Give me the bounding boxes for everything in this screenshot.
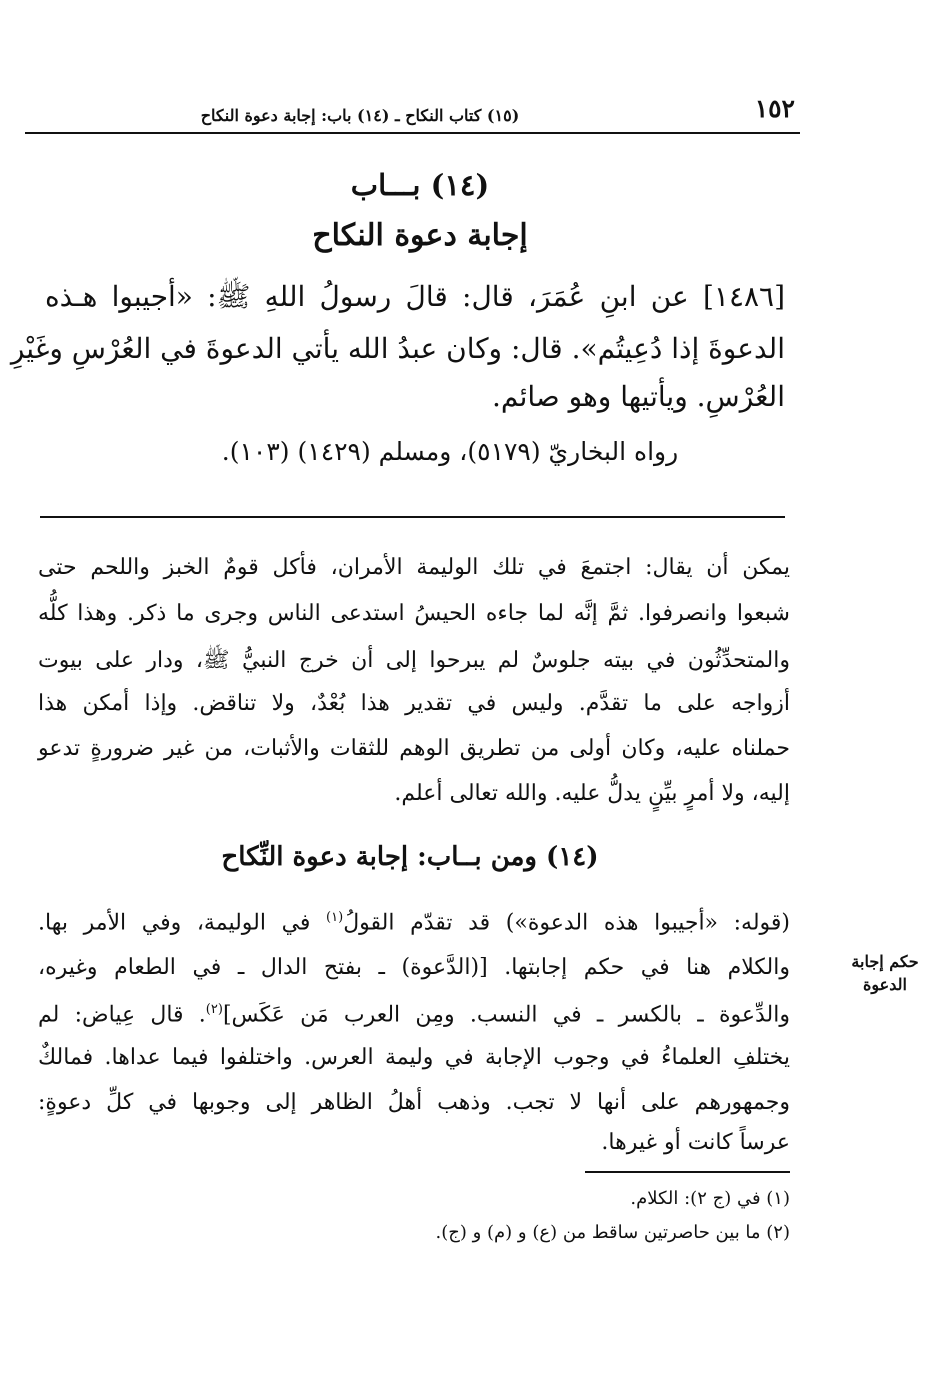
commentary-text: في الوليمة، وفي الأمر بها. (38, 910, 327, 936)
commentary-line: حملناه عليه، وكان أولى من تطريق الوهم للثقات والأثبات، من غير ضرورةٍ تدعو (38, 736, 790, 761)
footnote: (١) في (ج ٢): الكلام. (630, 1188, 790, 1209)
commentary-text: والدِّعوة ـ بالكسر ـ في النسب. ومِن العرب مَن عَكَس] (222, 1002, 790, 1028)
commentary-line: عرساً كانت أو غيرها. (601, 1130, 790, 1155)
hadith-line: العُرْسِ. ويأتيها وهو صائم. (492, 380, 785, 413)
chapter-title: إجابة دعوة النكاح (312, 218, 528, 253)
footnote: (٢) ما بين حاصرتين ساقط من (ع) و (م) و (ج). (435, 1222, 790, 1243)
margin-note (850, 950, 920, 996)
commentary-line: وجمهورهم على أنها لا تجب. وذهب أهلُ الظاهر إلى وجوبها في كلِّ دعوةٍ: (38, 1090, 790, 1115)
commentary-line: والكلام هنا في حكم إجابتها. [(الدَّعوة) ـ بفتح الدال ـ في الطعام وغيره، (38, 955, 790, 980)
commentary-line: شبعوا وانصرفوا. ثمَّ إنَّه لما جاءه الحيسُ استدعى الناس وجرى ما ذكر. وهذا كلُّه (38, 601, 790, 626)
commentary-text: (قوله: «أجيبوا هذه الدعوة») قد تقدّم القولُ (343, 910, 791, 936)
commentary-line: والمتحدِّثُون في بيته جلوسٌ لم يبرحوا إلى أن خرج النبيُّ ﷺ، ودار على بيوت (38, 648, 790, 673)
running-head: (١٥) كتاب النكاح ـ (١٤) باب: إجابة دعوة النكاح (200, 106, 520, 125)
header-divider (25, 132, 800, 134)
margin-note-line: الدعوة (863, 975, 907, 995)
commentary-line: يختلفِ العلماءُ في وجوب الإجابة في وليمة العرس. واختلفوا فيما عداها. فمالكٌ (38, 1045, 790, 1070)
margin-note-line: حكم إجابة (851, 952, 919, 971)
section-divider (40, 516, 785, 518)
commentary-text: . قال عِياض: لم (38, 1002, 206, 1028)
hadith-line: [١٤٨٦] عن ابنِ عُمَرَ، قال: قالَ رسولُ اللهِ ﷺ: «أجيبوا هـذه (45, 280, 785, 313)
commentary-subheading: (١٤) ومن بــاب: إجابة دعوة النِّكاح (221, 842, 599, 872)
page-number: ١٥٢ (754, 94, 795, 123)
commentary-line: أزواجه على ما تقدَّم. وليس في تقدير هذا بُعْدٌ، ولا تناقض. وإذا أمكن هذا (38, 691, 790, 716)
commentary-line: يمكن أن يقال: اجتمعَ في تلك الوليمة الأمران، فأكل قومٌ الخبز واللحم حتى (38, 555, 790, 580)
commentary-line (38, 910, 790, 935)
chapter-label: (١٤) بـــاب (350, 168, 490, 202)
footnote-ref: (١) (326, 910, 344, 925)
footnote-divider (585, 1171, 790, 1173)
hadith-line: الدعوةَ إذا دُعِيتُم». قال: وكان عبدُ الله يأتي الدعوةَ في العُرْسِ وغَيْرِ (10, 332, 785, 365)
commentary-line: إليه، ولا أمرٍ بيِّنٍ يدلُّ عليه. والله تعالى أعلم. (394, 781, 790, 806)
footnote-ref: (٢) (205, 1002, 223, 1017)
commentary-line (38, 1002, 790, 1027)
hadith-source: رواه البخاريّ (٥١٧٩)، ومسلم (١٤٢٩) (١٠٣). (221, 437, 679, 466)
